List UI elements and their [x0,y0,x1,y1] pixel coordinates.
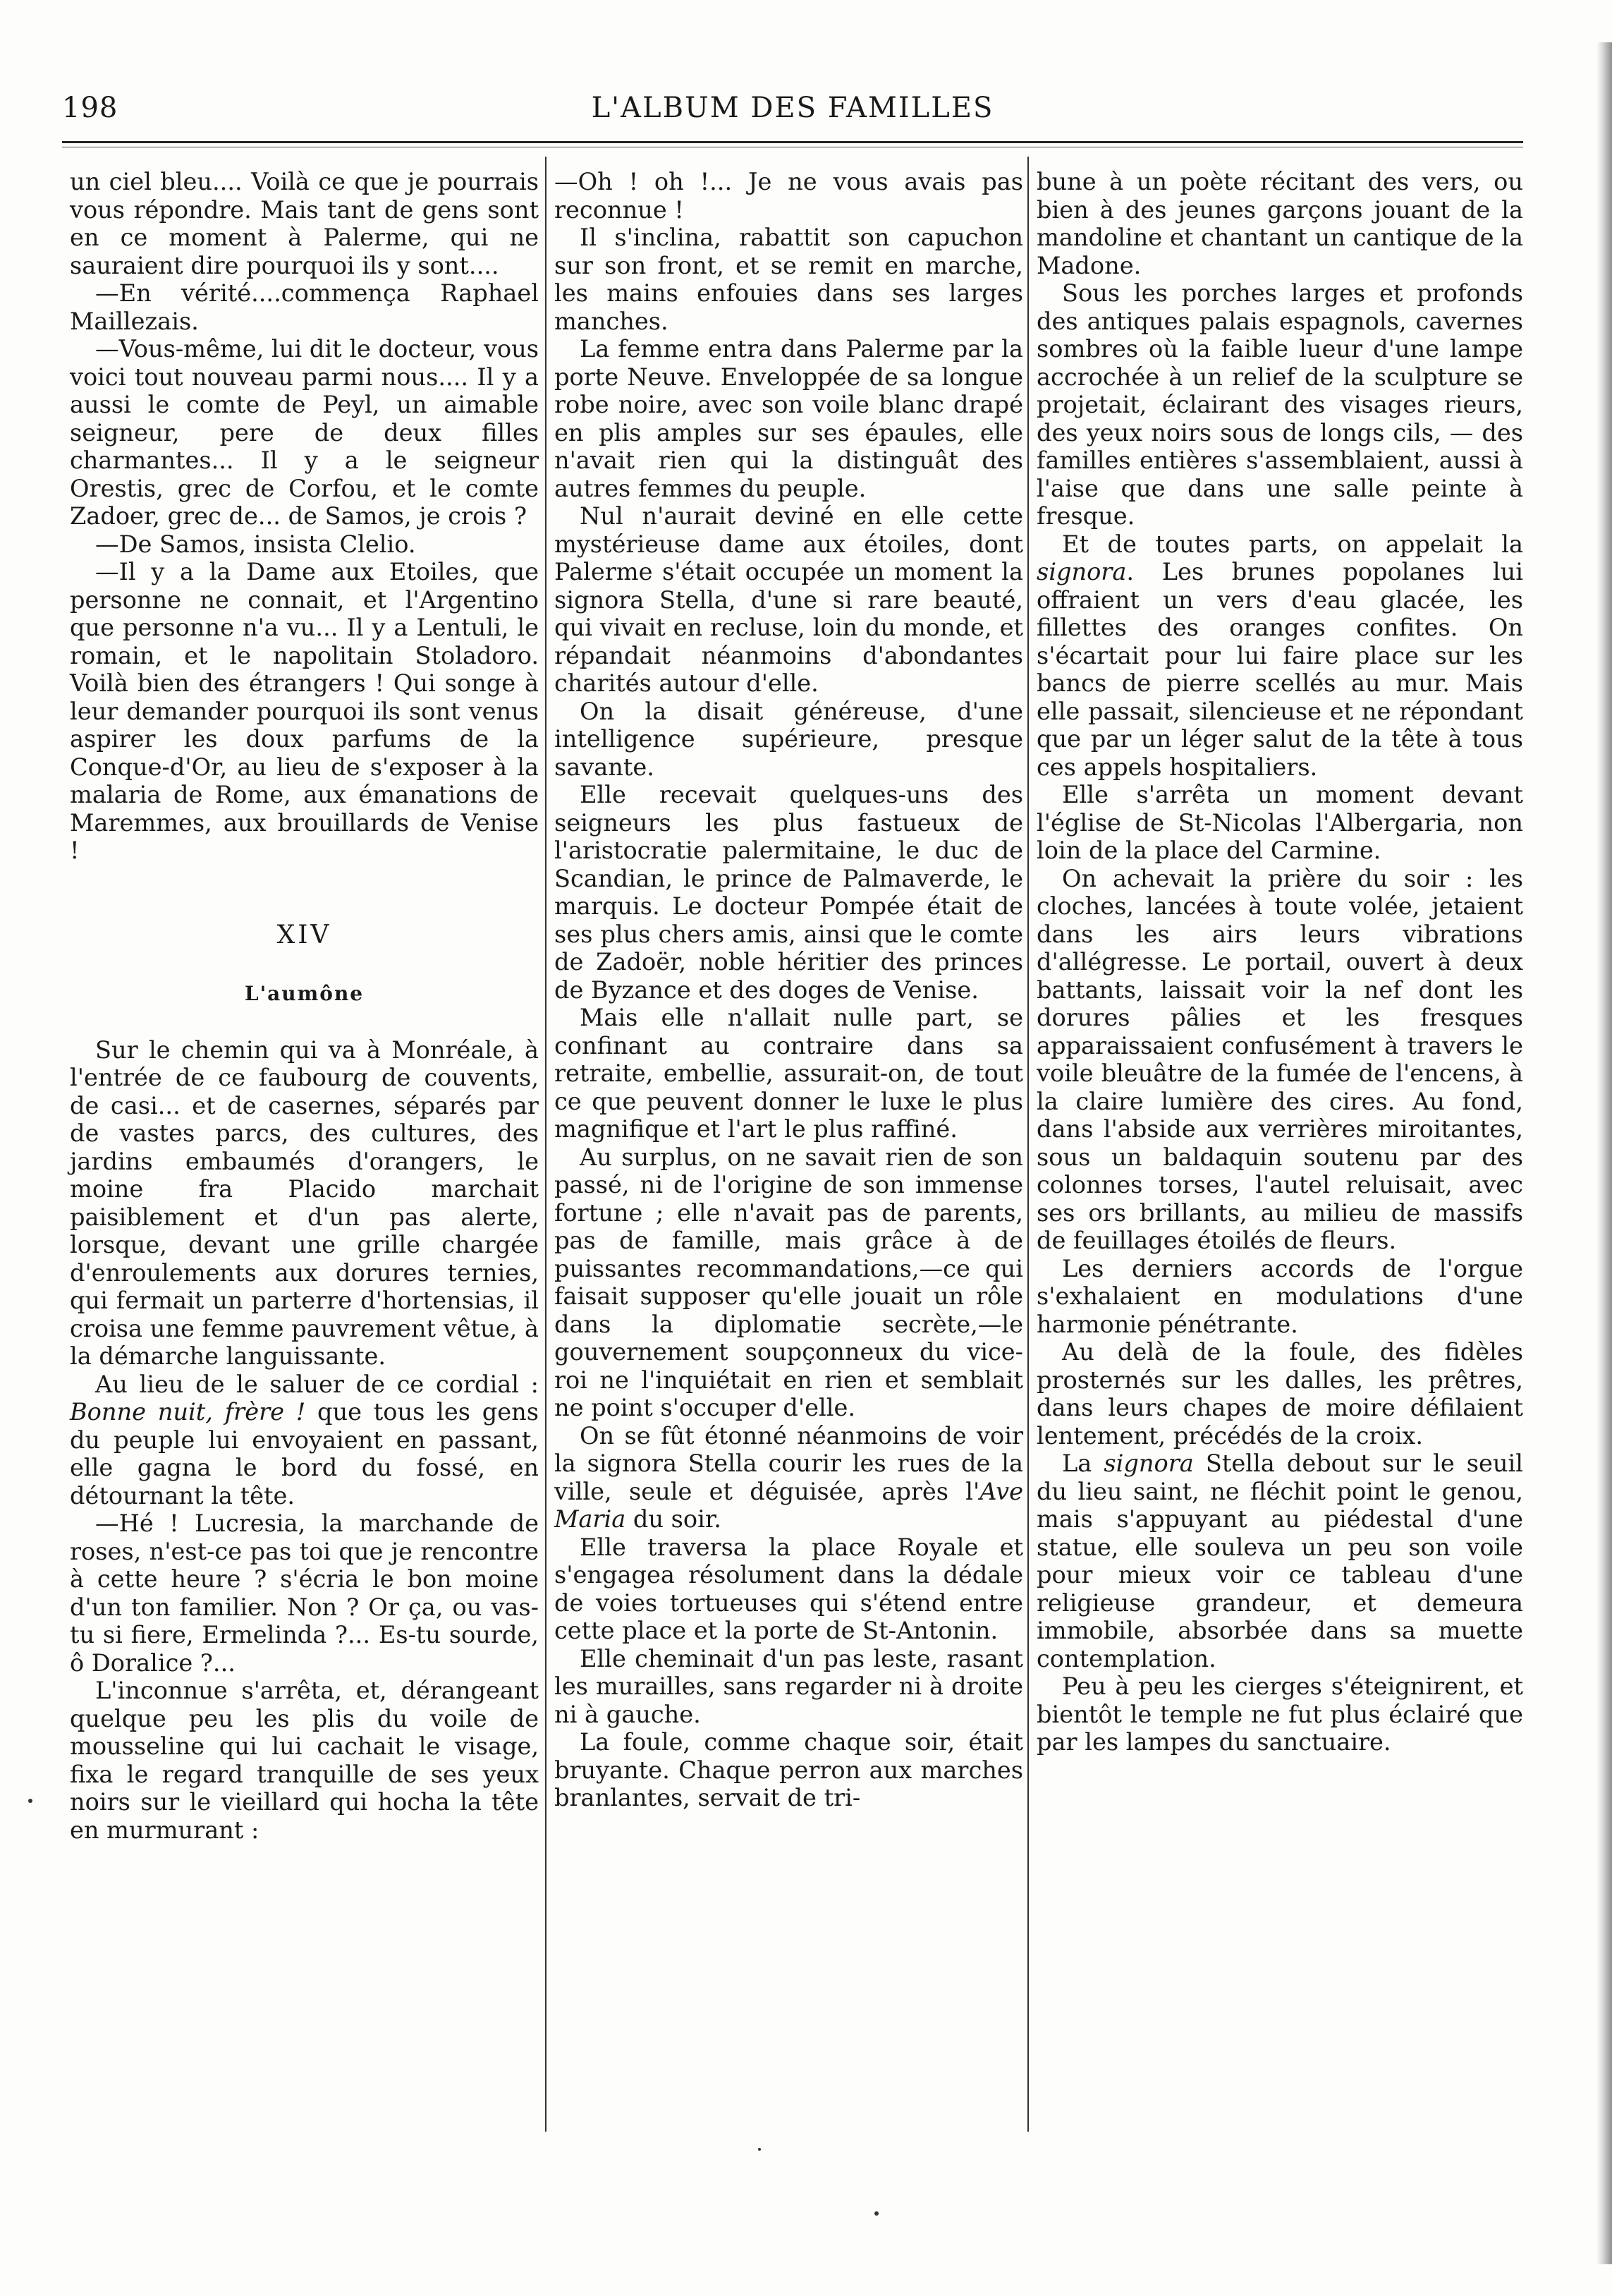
paragraph: On achevait la prière du soir : les cloches, lancées à toute volée, jetaient dans les airs leurs vibrations d'allégresse. Le portail, ouvert à deux battants, laissait voir la nef dont les dorures pâlies et les fresques apparaissaient confusément à travers le voile bleuâtre de la fumée de l'encens, à la claire lumière des cires. Au fond, dans l'abside aux verrières miroitantes, sous un baldaquin soutenu par des colonnes torses, l'autel reluisait, avec ses ors brillants, au milieu de massifs de feuillages étoilés de fleurs. [1037,864,1523,1254]
chapter-title: L'aumône [244,982,365,1005]
paragraph: un ciel bleu.... Voilà ce que je pourrais vous répondre. Mais tant de gens sont en ce moment à Palerme, qui ne sauraient dire pourquoi ils y sont.... [70,168,539,279]
ink-speck [874,2211,879,2216]
paragraph: Elle cheminait d'un pas leste, rasant les murailles, sans regarder ni à droite ni à gauche. [554,1644,1023,1728]
paragraph: —Vous-même, lui dit le docteur, vous voici tout nouveau parmi nous.... Il y a aussi le comte de Peyl, un aimable seigneur, pere de deux filles charmantes... Il y a le seigneur Orestis, grec de Corfou, et le comte Zadoer, grec de... de Samos, je crois ? [70,335,539,530]
column-separator [545,157,547,2132]
paragraph: Sous les porches larges et profonds des antiques palais espagnols, cavernes sombres où la faible lueur d'une lampe accrochée à un relief de la sculpture se projetait, éclairant des visages rieurs, des yeux noirs sous de longs cils, — des familles entières s'assemblaient, aussi à l'aise que dans une salle peinte à fresque. [1037,279,1523,530]
paragraph: bune à un poète récitant des vers, ou bien à des jeunes garçons jouant de la mandoline et chantant un cantique de la Madone. [1037,168,1523,279]
page-header [62,83,1523,147]
paragraph: La foule, comme chaque soir, était bruyante. Chaque perron aux marches branlantes, servait de tri- [554,1728,1023,1811]
header-rule [62,141,1523,143]
text-column-3 [1037,168,1523,1756]
chapter-number: XIV [276,920,332,949]
paragraph: L'inconnue s'arrêta, et, dérangeant quelque peu les plis du voile de mousseline qui lui cachait le visage, fixa le regard tranquille de ses yeux noirs sur le vieillard qui hocha la tête en murmurant : [70,1677,539,1844]
page-edge-shadow [1596,42,1612,2264]
paragraph: Sur le chemin qui va à Monréale, à l'entrée de ce faubourg de couvents, de casi... et de casernes, séparés par de vastes parcs, des cultures, des jardins embaumés d'orangers, le moine fra Placido marchait paisiblement et d'un pas alerte, lorsque, devant une grille chargée d'enroulements aux dorures ternies, qui fermait un parterre d'hortensias, il croisa une femme pauvrement vêtue, à la démarche languissante. [70,1035,539,1370]
italic-phrase: Ave Maria [554,1477,1023,1533]
paragraph: Il s'inclina, rabattit son capuchon sur son front, et se remit en marche, les mains enfouies dans ses larges manches. [554,224,1023,335]
paragraph: Au lieu de le saluer de ce cordial : Bonne nuit, frère ! que tous les gens du peuple lui envoyaient en passant, elle gagna le bord du fossé, en détournant la tête. [70,1370,539,1510]
paragraph: Elle recevait quelques-uns des seigneurs les plus fastueux de l'aristocratie palermitaine, le duc de Scandian, le prince de Palmaverde, le marquis. Le docteur Pompée était de ses plus chers amis, ainsi que le comte de Zadoër, noble héritier des princes de Byzance et des doges de Venise. [554,781,1023,1004]
paragraph: On la disait généreuse, d'une intelligence supérieure, presque savante. [554,697,1023,781]
paragraph: Nul n'aurait deviné en elle cette mystérieuse dame aux étoiles, dont Palerme s'était occupée un moment la signora Stella, d'une si rare beauté, qui vivait en recluse, loin du monde, et répandait néanmoins d'abondantes charités autour d'elle. [554,502,1023,697]
paragraph: —Il y a la Dame aux Etoiles, que personne ne connait, et l'Argentino que personne n'a vu... Il y a Lentuli, le romain, et le napolitain Stoladoro. Voilà bien des étrangers ! Qui songe à leur demander pourquoi ils sont venus aspirer les doux parfums de la Conque-d'Or, au lieu de s'exposer à la malaria de Rome, aux émanations de Maremmes, aux brouillards de Venise ! [70,558,539,864]
ink-speck [758,2148,761,2151]
paragraph: Mais elle n'allait nulle part, se confinant au contraire dans sa retraite, embellie, assurait-on, de tout ce que peuvent donner le luxe le plus magnifique et l'art le plus raffiné. [554,1004,1023,1143]
paragraph: Et de toutes parts, on appelait la signora. Les brunes popolanes lui offraient un vers d'eau glacée, les fillettes des oranges confites. On s'écartait pour lui faire place sur les bancs de pierre scellés au mur. Mais elle passait, silencieuse et ne répondant que par un léger salut de la tête à tous ces appels hospitaliers. [1037,530,1523,781]
text-column-2 [554,168,1023,1812]
paragraph: La femme entra dans Palerme par la porte Neuve. Enveloppée de sa longue robe noire, avec son voile blanc drapé en plis amples sur ses épaules, elle n'avait rien qui la distinguât des autres femmes du peuple. [554,335,1023,502]
paragraph: Peu à peu les cierges s'éteignirent, et bientôt le temple ne fut plus éclairé que par les lampes du sanctuaire. [1037,1672,1523,1756]
paragraph: —De Samos, insista Clelio. [95,530,416,558]
paragraph: Au delà de la foule, des fidèles prosternés sur les dalles, les prêtres, dans leurs chapes de moire défilaient lentement, précédés de la croix. [1037,1338,1523,1450]
paragraph: Les derniers accords de l'orgue s'exhalaient en modulations d'une harmonie pénétrante. [1037,1254,1523,1338]
italic-phrase: signora [1037,558,1127,585]
page-number: 198 [62,92,118,124]
paragraph: On se fût étonné néanmoins de voir la signora Stella courir les rues de la ville, seule et déguisée, après l'Ave Maria du soir. [554,1421,1023,1533]
text-column-1 [70,168,539,1844]
column-separator [1027,157,1029,2132]
running-title: L'ALBUM DES FAMILLES [591,92,994,124]
paragraph: —Oh ! oh !... Je ne vous avais pas reconnue ! [554,168,1023,224]
paragraph: —Hé ! Lucresia, la marchande de roses, n'est-ce pas toi que je rencontre à cette heure ? s'écria le bon moine d'un ton familier. Non ? Or ça, ou vas-tu si fiere, Ermelinda ?... Es-tu sourde, ô Doralice ?... [70,1510,539,1677]
ink-speck [28,1799,32,1803]
paragraph: Elle traversa la place Royale et s'engagea résolument dans la dédale de voies tortueuses qui s'étend entre cette place et la porte de St-Antonin. [554,1533,1023,1644]
paragraph: Au surplus, on ne savait rien de son passé, ni de l'origine de son immense fortune ; elle n'avait pas de parents, pas de famille, mais grâce à de puissantes recommandations,—ce qui faisait supposer qu'elle jouait un rôle dans la diplomatie secrète,—le gouvernement soupçonneux du vice-roi ne l'inquiétait en rien et semblait ne point s'occuper d'elle. [554,1143,1023,1421]
italic-phrase: Bonne nuit, frère ! [70,1398,306,1426]
paragraph: La signora Stella debout sur le seuil du lieu saint, ne fléchit point le genou, mais s'appuyant au piédestal d'une statue, elle souleva un peu son voile pour mieux voir ce tableau d'une religieuse grandeur, et demeura immobile, absorbée dans sa muette contemplation. [1037,1450,1523,1672]
paragraph: Elle s'arrêta un moment devant l'église de St-Nicolas l'Albergaria, non loin de la place del Carmine. [1037,781,1523,864]
italic-phrase: signora [1104,1450,1194,1477]
paragraph: —En vérité....commença Raphael Maillezais. [70,279,539,335]
